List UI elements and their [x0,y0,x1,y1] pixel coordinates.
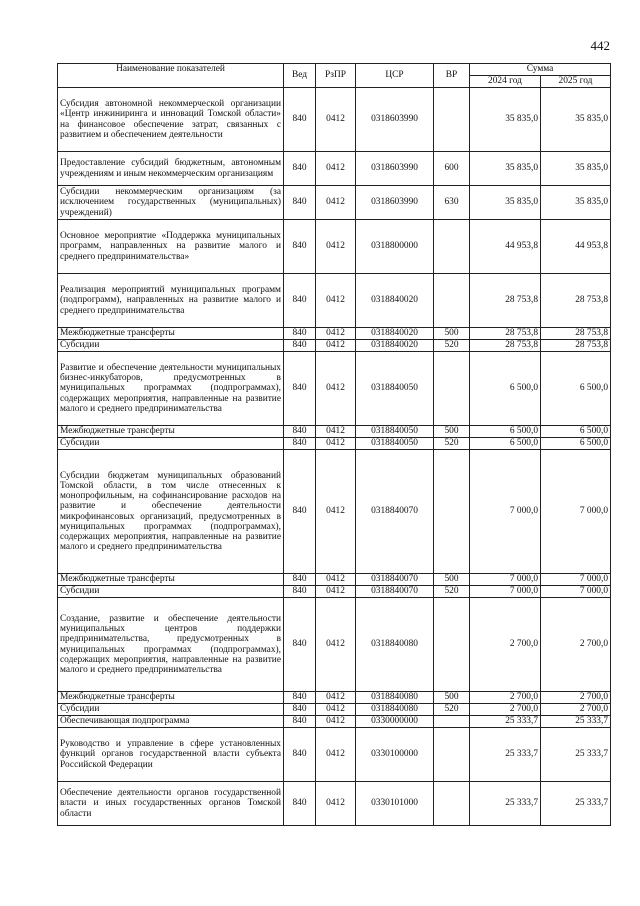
row-rzpr: 0412 [316,716,356,728]
row-vr [434,88,470,152]
row-csr: 0318800000 [356,220,434,274]
row-name: Субсидии некоммерческим организациям (за исключением государственных (муниципальных) учреждений) [58,186,284,220]
row-name: Предоставление субсидий бюджетным, автономным учреждениям и иным некоммерческим организациям [58,152,284,186]
row-sum-2025: 7 000,0 [541,586,611,598]
row-sum-2025: 2 700,0 [541,704,611,716]
row-rzpr: 0412 [316,586,356,598]
row-rzpr: 0412 [316,88,356,152]
row-rzpr: 0412 [316,728,356,782]
row-sum-2024: 25 333,7 [470,716,541,728]
row-ved: 840 [284,186,316,220]
row-ved: 840 [284,704,316,716]
row-sum-2025: 7 000,0 [541,574,611,586]
row-sum-2024: 28 753,8 [470,328,541,340]
row-csr: 0318840020 [356,274,434,328]
row-vr [434,274,470,328]
row-sum-2024: 6 500,0 [470,438,541,450]
row-csr: 0330101000 [356,782,434,826]
row-name: Межбюджетные трансферты [58,328,284,340]
row-csr: 0318840050 [356,426,434,438]
row-csr: 0318840050 [356,352,434,426]
row-rzpr: 0412 [316,438,356,450]
table-row [58,716,611,728]
row-sum-2025: 6 500,0 [541,352,611,426]
header-vr: ВР [434,64,470,88]
table-body [58,88,611,826]
row-vr [434,598,470,692]
row-vr [434,352,470,426]
row-name: Субсидии [58,340,284,352]
row-sum-2024: 2 700,0 [470,692,541,704]
table-row [58,586,611,598]
row-sum-2025: 44 953,8 [541,220,611,274]
row-sum-2025: 28 753,8 [541,274,611,328]
row-name: Субсидии [58,438,284,450]
row-name: Межбюджетные трансферты [58,574,284,586]
table-row [58,692,611,704]
row-ved: 840 [284,450,316,574]
row-ved: 840 [284,716,316,728]
row-ved: 840 [284,782,316,826]
table-row [58,152,611,186]
row-sum-2024: 2 700,0 [470,704,541,716]
row-sum-2024: 7 000,0 [470,586,541,598]
row-name: Развитие и обеспечение деятельности муниципальных бизнес-инкубаторов, предусмотренных в муниципальных программах (подпрограммах), содержащих мероприятия, направленные на развитие малого и среднего предпринимательства [58,352,284,426]
row-sum-2025: 28 753,8 [541,328,611,340]
row-sum-2024: 28 753,8 [470,340,541,352]
row-vr: 500 [434,426,470,438]
row-csr: 0318840080 [356,692,434,704]
row-ved: 840 [284,438,316,450]
table-row [58,88,611,152]
row-name: Основное мероприятие «Поддержка муниципальных программ, направленных на развитие малого и среднего предпринимательства» [58,220,284,274]
row-vr: 600 [434,152,470,186]
row-name: Субсидии бюджетам муниципальных образований Томской области, в том числе отнесенных к монопрофильным, на софинансирование расходов на развитие и обеспечение деятельности микрофинансовых организаций, предусмотренных в муниципальных программах (подпрограммах), содержащих мероприятия, направленные на развитие малого и среднего предпринимательства [58,450,284,574]
row-vr: 630 [434,186,470,220]
table-row [58,328,611,340]
row-ved: 840 [284,88,316,152]
row-sum-2025: 35 835,0 [541,152,611,186]
row-sum-2024: 7 000,0 [470,574,541,586]
row-csr: 0318840050 [356,438,434,450]
row-csr: 0330000000 [356,716,434,728]
row-vr [434,716,470,728]
row-ved: 840 [284,728,316,782]
row-vr: 520 [434,586,470,598]
row-csr: 0318840080 [356,598,434,692]
budget-table [57,63,611,826]
header-ved: Вед [284,64,316,88]
table-row [58,352,611,426]
row-sum-2024: 25 333,7 [470,782,541,826]
row-ved: 840 [284,340,316,352]
row-csr: 0318840070 [356,574,434,586]
row-sum-2024: 35 835,0 [470,152,541,186]
row-sum-2025: 2 700,0 [541,598,611,692]
row-rzpr: 0412 [316,220,356,274]
row-sum-2024: 28 753,8 [470,274,541,328]
header-sum: Сумма [470,64,611,76]
table-row [58,426,611,438]
row-csr: 0318840020 [356,340,434,352]
row-vr [434,220,470,274]
row-csr: 0318603990 [356,186,434,220]
row-csr: 0318840080 [356,704,434,716]
table-row [58,274,611,328]
row-sum-2024: 2 700,0 [470,598,541,692]
row-rzpr: 0412 [316,152,356,186]
row-vr [434,782,470,826]
row-rzpr: 0412 [316,352,356,426]
page-number: 442 [590,38,610,53]
row-rzpr: 0412 [316,692,356,704]
table-row [58,782,611,826]
header-name: Наименование показателей [58,64,284,88]
row-sum-2025: 25 333,7 [541,782,611,826]
row-rzpr: 0412 [316,598,356,692]
row-name: Обеспечение деятельности органов государственной власти и иных государственных органов Томской области [58,782,284,826]
table-row [58,574,611,586]
row-rzpr: 0412 [316,186,356,220]
row-ved: 840 [284,574,316,586]
table-row [58,438,611,450]
row-sum-2024: 35 835,0 [470,186,541,220]
table-row [58,598,611,692]
row-rzpr: 0412 [316,782,356,826]
row-csr: 0318840070 [356,450,434,574]
row-csr: 0330100000 [356,728,434,782]
row-rzpr: 0412 [316,450,356,574]
row-vr: 500 [434,328,470,340]
row-sum-2024: 35 835,0 [470,88,541,152]
row-sum-2025: 25 333,7 [541,728,611,782]
row-csr: 0318840070 [356,586,434,598]
row-csr: 0318840020 [356,328,434,340]
row-name: Реализация мероприятий муниципальных программ (подпрограмм), направленных на развитие малого и среднего предпринимательства [58,274,284,328]
row-name: Межбюджетные трансферты [58,692,284,704]
row-rzpr: 0412 [316,340,356,352]
row-name: Создание, развитие и обеспечение деятельности муниципальных центров поддержки предпринимательства, предусмотренных в муниципальных программах (подпрограммах), содержащих мероприятия, направленные на развитие малого и среднего предпринимательства [58,598,284,692]
row-sum-2024: 7 000,0 [470,450,541,574]
row-name: Обеспечивающая подпрограмма [58,716,284,728]
header-year-2024: 2024 год [470,76,541,88]
row-name: Межбюджетные трансферты [58,426,284,438]
row-vr: 520 [434,704,470,716]
row-ved: 840 [284,598,316,692]
row-vr: 500 [434,574,470,586]
row-vr [434,728,470,782]
row-vr: 520 [434,438,470,450]
row-rzpr: 0412 [316,328,356,340]
header-rzpr: РзПР [316,64,356,88]
row-rzpr: 0412 [316,426,356,438]
header-csr: ЦСР [356,64,434,88]
row-ved: 840 [284,328,316,340]
row-rzpr: 0412 [316,574,356,586]
row-csr: 0318603990 [356,88,434,152]
row-name: Руководство и управление в сфере установленных функций органов государственной власти субъекта Российской Федерации [58,728,284,782]
row-ved: 840 [284,152,316,186]
row-sum-2024: 44 953,8 [470,220,541,274]
row-sum-2025: 6 500,0 [541,438,611,450]
row-sum-2025: 2 700,0 [541,692,611,704]
row-vr: 500 [434,692,470,704]
row-name: Субсидии [58,586,284,598]
row-vr [434,450,470,574]
row-ved: 840 [284,274,316,328]
row-ved: 840 [284,220,316,274]
table-row [58,728,611,782]
row-name: Субсидии [58,704,284,716]
row-csr: 0318603990 [356,152,434,186]
row-ved: 840 [284,426,316,438]
row-sum-2024: 6 500,0 [470,352,541,426]
row-rzpr: 0412 [316,274,356,328]
table-row [58,186,611,220]
table-row [58,220,611,274]
row-ved: 840 [284,352,316,426]
row-sum-2025: 6 500,0 [541,426,611,438]
row-sum-2024: 25 333,7 [470,728,541,782]
table-header [58,64,611,88]
row-sum-2025: 35 835,0 [541,88,611,152]
row-rzpr: 0412 [316,704,356,716]
row-ved: 840 [284,692,316,704]
row-sum-2025: 28 753,8 [541,340,611,352]
table-row [58,450,611,574]
row-sum-2025: 25 333,7 [541,716,611,728]
row-sum-2025: 7 000,0 [541,450,611,574]
row-sum-2024: 6 500,0 [470,426,541,438]
row-name: Субсидия автономной некоммерческой организации «Центр инжиниринга и инноваций Томской области» на финансовое обеспечение затрат, связанных с развитием и обеспечением деятельности [58,88,284,152]
row-vr: 520 [434,340,470,352]
row-sum-2025: 35 835,0 [541,186,611,220]
table-row [58,340,611,352]
row-ved: 840 [284,586,316,598]
table-row [58,704,611,716]
header-year-2025: 2025 год [541,76,611,88]
